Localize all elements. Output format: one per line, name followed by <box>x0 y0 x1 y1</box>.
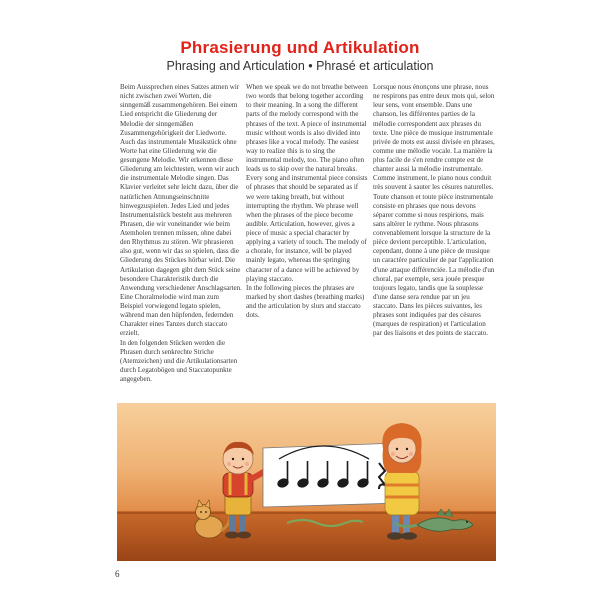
german-paragraph-2: In den folgenden Stücken werden die Phrasen durch senkrechte Striche (Atemzeichen) und die Artikulationsarten durch Legatobögen und Staccatopunkte angegeben. <box>120 338 238 383</box>
german-paragraph-1: Beim Aussprechen eines Satzes atmen wir nicht zwischen zwei Worten, die sinngemäß zusammengehören. Bei einem Lied entspricht die Gliederung der Melodie der sinngemäßen Zusammengehörigkeit der Liedworte. Auch das instrumentale Musikstück ohne Worte hat eine Gliederung wie die gesungene Melodie. Wir erkennen diese Gliederung am leichtesten, wenn wir auch die instrumentale Melodie singen. Das Klavier verleitet sehr leicht dazu, über die natürlichen Atmungseinschnitte hinwegzuspielen. Jedes Lied und jedes Instrumentalstück besteht aus mehreren Phrasen, die wir voneinander wie beim Atemholen trennen müssen, ohne dabei den Rhythmus zu stören. Wir phrasieren also gut, wenn wir das so spielen, dass die Gliederung des Stückes hörbar wird. Die Artikulation dagegen gibt dem Stück seine besondere Charakteristik durch die Anwendung verschiedener Anschlagsarten. Eine Choralmelodie wird man zum Beispiel vorwiegend legato spielen, während man den hüpfenden, federnden Charakter eines Tanzes durch staccato erzielt. <box>120 83 242 338</box>
german-text-column <box>120 83 242 384</box>
children-holding-music-banner-illustration <box>117 403 496 561</box>
page-subtitle: Phrasing and Articulation • Phrasé et articulation <box>166 59 434 73</box>
rhythm-banner <box>263 443 401 507</box>
english-paragraph-1: When we speak we do not breathe between two words that belong together according to their meaning. In a song the different parts of the melody correspond with the phrases of the text. A piece of instrumental music without words is also divided into phrases like a vocal melody. The easiest way to realize this is to sing the instrumental melody, too. The piano often leads us to skip over the natural breaks. Every song and instrumental piece consists of phrases that should be separated as if we were taking breath, but without interrupting the rhythm. We phrase well when the phrases of the piece become audible. Articulation, however, gives a piece of music a special character by applying a variety of touch. The melody of a chorale, for instance, will be played mainly legato, whereas the springing character of a dance will be achieved by playing staccato. <box>246 83 368 283</box>
french-text-column <box>373 83 495 339</box>
english-paragraph-2: In the following pieces the phrases are marked by short dashes (breathing marks) and the articulation by slurs and staccato dots. <box>246 283 365 320</box>
french-paragraph-1: Lorsque nous énonçons une phrase, nous ne respirons pas entre deux mots qui, selon leur sens, vont ensemble. Dans une chanson, les différentes parties de la mélodie correspondent aux phrases du texte. Une pièce de musique instrumentale privée de mots est aussi divisée en phrases, comme une mélodie vocale. La manière la plus facile de s'en rendre compte est de chanter aussi la mélodie instrumentale. Comme instrument, le piano nous conduit très souvent à sauter les césures naturelles. Toute chanson et toute pièce instrumentale consiste en phrases que nous devons séparer comme si nous respirions, mais sans altérer le rythme. Nous phrasons convenablement lorsque la structure de la pièce devient perceptible. L'articulation, cependant, donne à une pièce de musique un caractère particulier de par l'application d'une attaque différenciée. La mélodie d'un choral, par exemple, sera jouée presque toujours legato, tandis que la souplesse d'une danse sera rendue par un jeu staccato. Dans les pièces suivantes, les phrases sont indiquées par des césures (marques de respiration) et l'articulation par des liaisons et des points de staccato. <box>373 83 495 338</box>
page-title: Phrasierung und Artikulation <box>180 38 420 57</box>
english-text-column <box>246 83 368 320</box>
page-number: 6 <box>115 569 120 579</box>
